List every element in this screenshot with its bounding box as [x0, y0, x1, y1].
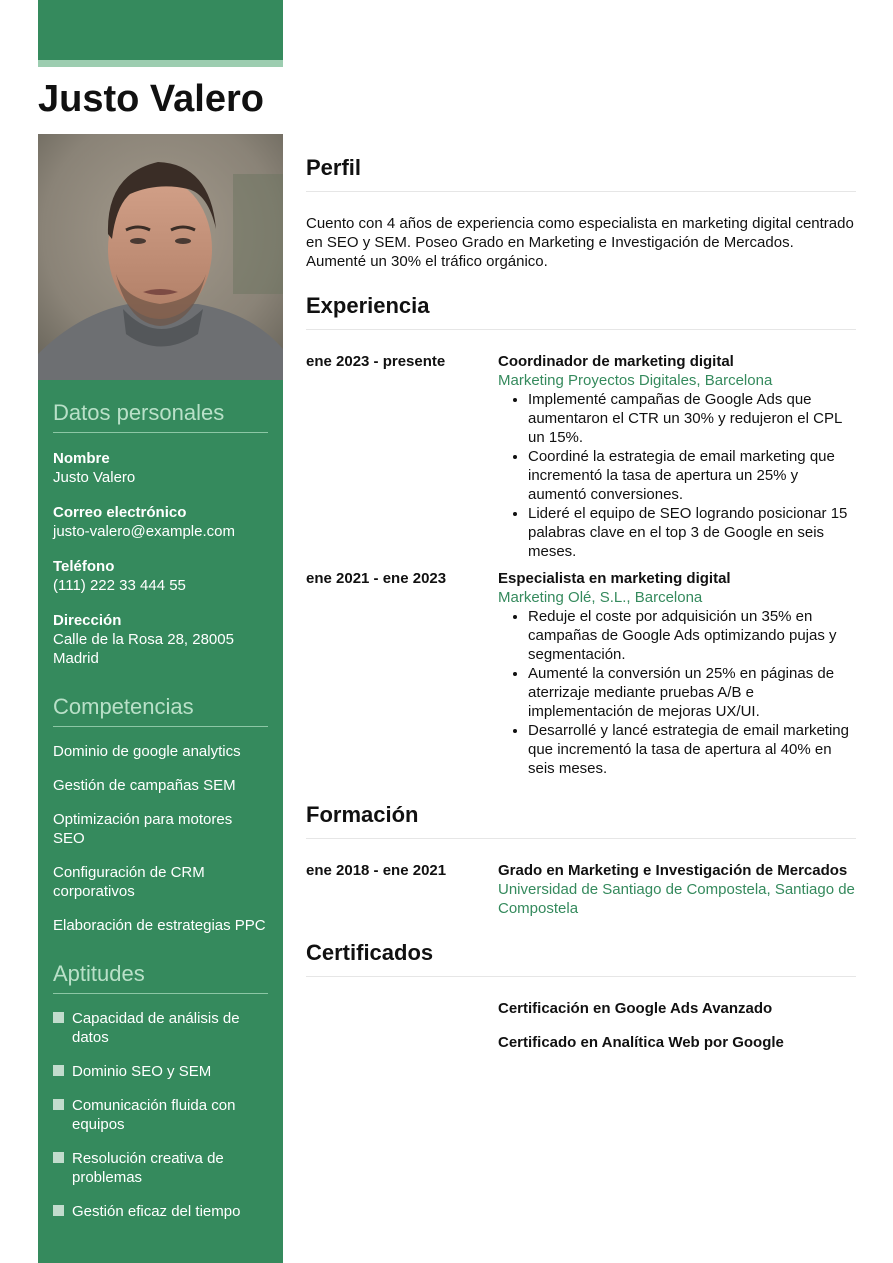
main-content [306, 155, 856, 1067]
entry-bullets [498, 390, 856, 561]
entry-organization: Marketing Proyectos Digitales, Barcelona [498, 372, 773, 389]
formacion-heading: Formación [306, 802, 856, 839]
experience-entry [306, 352, 856, 561]
entry-bullet: • Coordiné la estrategia de email marketing que incrementó la tasa de apertura un 25% y aumentó conversiones. [528, 447, 856, 504]
info-phone [53, 557, 268, 595]
competencias-section [53, 694, 268, 935]
competencia-item: Dominio de google analytics [53, 743, 241, 760]
aptitud-item [53, 1149, 268, 1187]
aptitud-label: Capacidad de análisis de datos [72, 1010, 240, 1046]
info-value: Justo Valero [53, 469, 136, 486]
certificados-list [306, 999, 856, 1052]
aptitud-label: Dominio SEO y SEM [72, 1063, 212, 1080]
info-label: Dirección [53, 612, 122, 629]
perfil-section [306, 155, 856, 271]
square-bullet-icon [53, 1205, 64, 1216]
header-accent-stripe [38, 60, 283, 67]
square-bullet-icon [53, 1065, 64, 1076]
competencias-heading: Competencias [53, 694, 268, 727]
experiencia-heading: Experiencia [306, 293, 856, 330]
entry-title: Grado en Marketing e Investigación de Mercados [498, 862, 848, 879]
entry-body [498, 352, 856, 561]
info-label: Correo electrónico [53, 504, 187, 521]
formacion-section [306, 802, 856, 918]
aptitud-label: Gestión eficaz del tiempo [72, 1203, 241, 1220]
entry-date: ene 2023 - presente [306, 353, 446, 370]
email-value[interactable]: justo-valero@example.com [53, 523, 235, 540]
certificate-item: Certificación en Google Ads Avanzado [498, 1000, 773, 1017]
aptitud-item [53, 1062, 268, 1081]
sidebar [53, 400, 268, 1221]
entry-organization: Marketing Olé, S.L., Barcelona [498, 589, 703, 606]
perfil-text: Cuento con 4 años de experiencia como especialista en marketing digital centrado en SEO y SEM. Poseo Grado en Marketing e Investigación de Mercados. Aumenté un 30% el tráfico orgánico. [306, 215, 854, 270]
aptitudes-list [53, 1009, 268, 1221]
experiencia-section [306, 293, 856, 778]
entry-bullet: • Lideré el equipo de SEO logrando posicionar 15 palabras clave en el top 3 de Google en seis meses. [528, 504, 856, 561]
certificados-section [306, 940, 856, 1052]
perfil-heading: Perfil [306, 155, 856, 192]
experience-entry [306, 569, 856, 778]
entry-body [498, 861, 856, 918]
info-email [53, 503, 268, 541]
aptitud-item [53, 1096, 268, 1134]
entry-bullet: • Desarrollé y lancé estrategia de email marketing que incrementó la tasa de apertura al 40% en seis meses. [528, 721, 856, 778]
square-bullet-icon [53, 1099, 64, 1110]
competencias-list [53, 742, 268, 935]
header-color-band [38, 0, 283, 60]
info-label: Teléfono [53, 558, 115, 575]
entry-title: Especialista en marketing digital [498, 570, 731, 587]
square-bullet-icon [53, 1012, 64, 1023]
aptitud-label: Resolución creativa de problemas [72, 1150, 224, 1186]
candidate-name: Justo Valero [38, 78, 264, 120]
aptitud-item [53, 1009, 268, 1047]
info-name [53, 449, 268, 487]
competencia-item: Optimización para motores SEO [53, 811, 233, 847]
entry-body [498, 569, 856, 778]
aptitudes-section [53, 961, 268, 1221]
aptitudes-heading: Aptitudes [53, 961, 268, 994]
portrait-illustration [38, 134, 283, 380]
info-label: Nombre [53, 450, 110, 467]
personal-data-heading: Datos personales [53, 400, 268, 433]
certificados-heading: Certificados [306, 940, 856, 977]
entry-date: ene 2018 - ene 2021 [306, 862, 447, 879]
entry-date: ene 2021 - ene 2023 [306, 570, 447, 587]
entry-title: Coordinador de marketing digital [498, 353, 734, 370]
entry-bullet: • Reduje el coste por adquisición un 35% en campañas de Google Ads optimizando pujas y segmentación. [528, 607, 856, 664]
competencia-item: Gestión de campañas SEM [53, 777, 236, 794]
entry-bullet: • Aumenté la conversión un 25% en páginas de aterrizaje mediante pruebas A/B e implementación de mejoras UX/UI. [528, 664, 856, 721]
aptitud-label: Comunicación fluida con equipos [72, 1097, 236, 1133]
profile-photo [38, 134, 283, 380]
info-address [53, 611, 268, 668]
competencia-item: Configuración de CRM corporativos [53, 864, 205, 900]
address-value: Calle de la Rosa 28, 28005 Madrid [53, 631, 234, 667]
competencia-item: Elaboración de estrategias PPC [53, 917, 266, 934]
certificate-item: Certificado en Analítica Web por Google [498, 1034, 784, 1051]
square-bullet-icon [53, 1152, 64, 1163]
entry-organization: Universidad de Santiago de Compostela, Santiago de Compostela [498, 881, 855, 917]
aptitud-item [53, 1202, 268, 1221]
phone-value: (111) 222 33 444 55 [53, 577, 186, 594]
personal-data-section [53, 400, 268, 668]
education-entry [306, 861, 856, 918]
entry-bullets [498, 607, 856, 778]
entry-bullet: • Implementé campañas de Google Ads que aumentaron el CTR un 30% y redujeron el CPL un 15%. [528, 390, 856, 447]
